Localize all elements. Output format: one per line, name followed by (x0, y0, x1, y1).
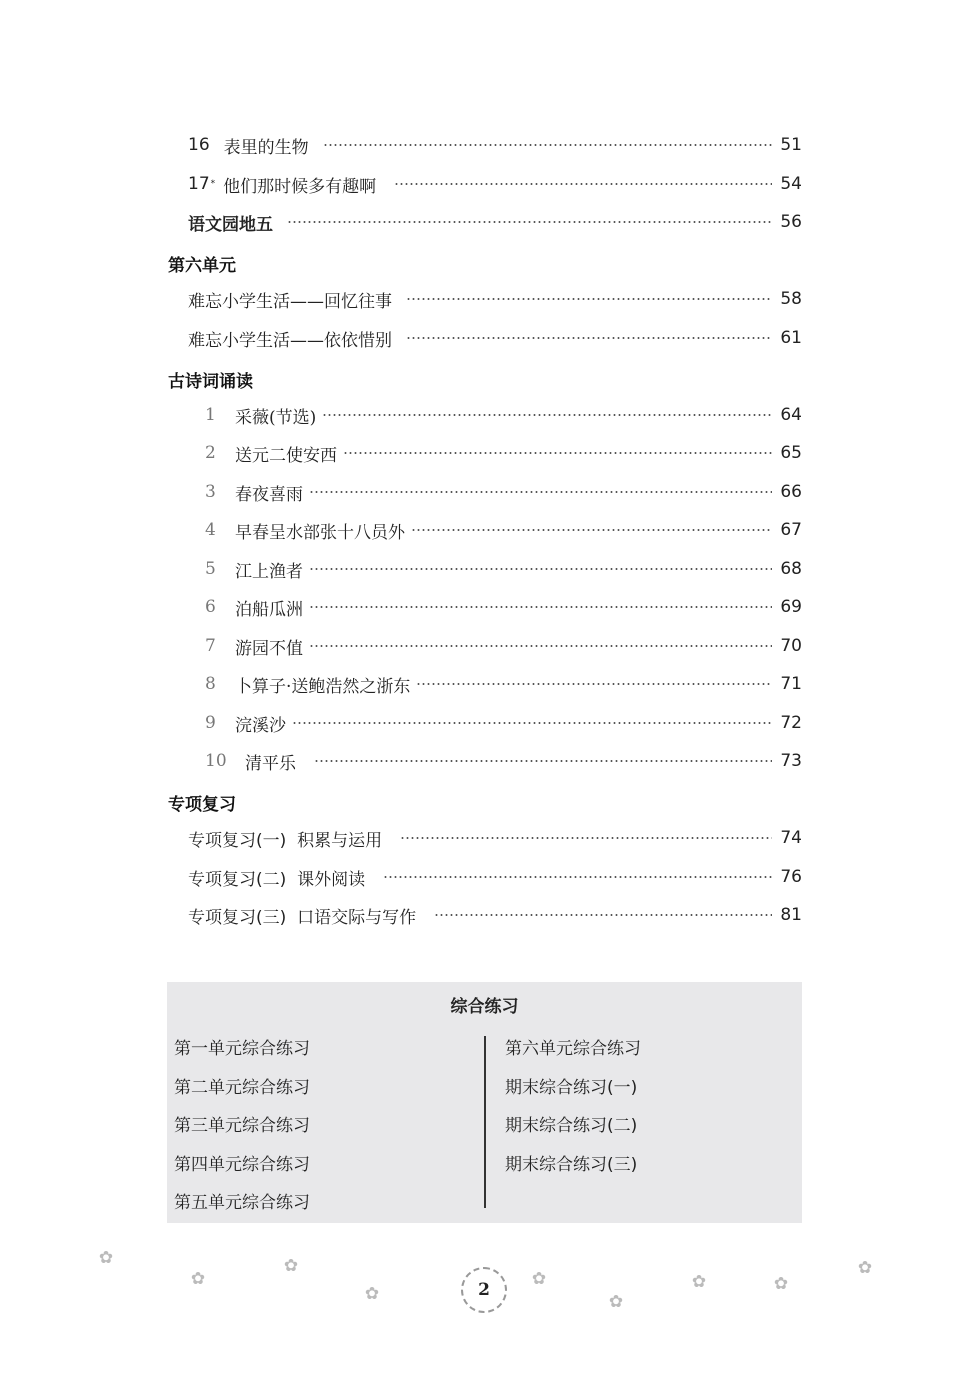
practice-item[interactable]: 第三单元综合练习 (174, 1116, 310, 1136)
page-number: 65 (780, 443, 802, 463)
lesson-number: 17 (188, 174, 210, 194)
poem-number: 2 (205, 443, 216, 463)
toc-entry[interactable] (188, 207, 802, 237)
page-number: 68 (780, 559, 802, 579)
page-number: 69 (780, 597, 802, 617)
poem-number: 10 (205, 751, 227, 771)
poem-number: 7 (205, 636, 216, 656)
flower-icon: ✿ (531, 1269, 547, 1289)
practice-title: 综合练习 (450, 997, 519, 1017)
entry-title: 江上渔者 (235, 561, 303, 582)
practice-item[interactable]: 第二单元综合练习 (174, 1078, 310, 1098)
page-number: 61 (780, 328, 802, 348)
toc-entry[interactable] (188, 862, 802, 892)
page-number: 56 (780, 212, 802, 232)
page-number: 51 (780, 135, 802, 155)
practice-item[interactable]: 第六单元综合练习 (505, 1039, 641, 1059)
entry-title: 游园不值 (235, 638, 303, 659)
page-number: 70 (780, 636, 802, 656)
practice-item[interactable]: 第四单元综合练习 (174, 1155, 310, 1175)
page-number: 73 (780, 751, 802, 771)
column-divider (484, 1036, 486, 1208)
entry-title: 浣溪沙 (235, 715, 286, 736)
dot-leader (394, 183, 772, 185)
section-heading-unit6: 第六单元 (168, 256, 236, 276)
page-number: 54 (780, 174, 802, 194)
dot-leader (406, 298, 772, 300)
flower-icon: ✿ (691, 1272, 707, 1292)
entry-title: 采薇(节选) (235, 407, 317, 428)
flower-icon: ✿ (283, 1256, 299, 1276)
entry-title: 专项复习(一) 积累与运用 (188, 830, 383, 851)
toc-entry[interactable] (205, 400, 802, 430)
dot-leader (309, 606, 772, 608)
toc-entry[interactable] (205, 515, 802, 545)
page-number: 67 (780, 520, 802, 540)
entry-title: 专项复习(二) 课外阅读 (188, 869, 366, 890)
practice-item[interactable]: 期末综合练习(三) (505, 1155, 638, 1175)
toc-entry[interactable] (205, 477, 802, 507)
dot-leader (383, 876, 772, 878)
dot-leader (309, 645, 772, 647)
flower-icon: ✿ (608, 1292, 624, 1312)
entry-title: 专项复习(三) 口语交际与写作 (188, 907, 417, 928)
entry-title: 泊船瓜洲 (235, 599, 303, 620)
poem-number: 4 (205, 520, 216, 540)
practice-item[interactable]: 第一单元综合练习 (174, 1039, 310, 1059)
toc-entry[interactable] (205, 438, 802, 468)
flower-icon: ✿ (98, 1248, 114, 1268)
dot-leader (406, 337, 772, 339)
flower-icon: ✿ (857, 1258, 873, 1278)
toc-entry[interactable] (205, 592, 802, 622)
entry-title: 卜算子·送鲍浩然之浙东 (235, 676, 411, 697)
toc-entry[interactable] (205, 708, 802, 738)
dot-leader (322, 414, 772, 416)
page-number-label: 2 (478, 1280, 490, 1300)
toc-entry[interactable] (205, 669, 802, 699)
entry-title: 早春呈水部张十八员外 (235, 522, 405, 543)
toc-entry[interactable] (205, 746, 802, 776)
dot-leader (434, 914, 772, 916)
toc-entry[interactable] (188, 284, 802, 314)
dot-leader (292, 722, 772, 724)
page-number-badge (461, 1267, 507, 1313)
optional-mark: * (210, 179, 216, 189)
poem-number: 5 (205, 559, 216, 579)
toc-entry[interactable] (205, 631, 802, 661)
toc-entry[interactable] (188, 323, 802, 353)
toc-entry[interactable] (188, 130, 802, 160)
dot-leader (400, 837, 772, 839)
entry-title: 春夜喜雨 (235, 484, 303, 505)
dot-leader (323, 144, 772, 146)
page-number: 81 (780, 905, 802, 925)
entry-title: 难忘小学生活——依依惜别 (188, 330, 392, 351)
page-number: 64 (780, 405, 802, 425)
practice-item[interactable]: 期末综合练习(二) (505, 1116, 638, 1136)
entry-title: 他们那时候多有趣啊 (223, 176, 377, 197)
flower-icon: ✿ (773, 1274, 789, 1294)
section-heading-poems: 古诗词诵读 (168, 372, 253, 392)
toc-entry[interactable] (188, 900, 802, 930)
page-number: 74 (780, 828, 802, 848)
dot-leader (343, 452, 772, 454)
flower-icon: ✿ (364, 1284, 380, 1304)
toc-entry[interactable] (188, 169, 802, 199)
section-heading-review: 专项复习 (168, 795, 236, 815)
page-number: 58 (780, 289, 802, 309)
dot-leader (309, 491, 772, 493)
practice-box (167, 982, 802, 1223)
dot-leader (309, 568, 772, 570)
poem-number: 8 (205, 674, 216, 694)
dot-leader (287, 221, 772, 223)
dot-leader (411, 529, 772, 531)
flower-icon: ✿ (190, 1269, 206, 1289)
entry-title: 语文园地五 (188, 214, 273, 235)
poem-number: 3 (205, 482, 216, 502)
practice-item[interactable]: 期末综合练习(一) (505, 1078, 638, 1098)
lesson-number: 16 (188, 135, 210, 155)
page-number: 76 (780, 867, 802, 887)
entry-title: 送元二使安西 (235, 445, 337, 466)
toc-entry[interactable] (205, 554, 802, 584)
entry-title: 难忘小学生活——回忆往事 (188, 291, 392, 312)
practice-item[interactable]: 第五单元综合练习 (174, 1193, 310, 1213)
entry-title: 表里的生物 (223, 137, 309, 158)
poem-number: 1 (205, 405, 216, 425)
toc-entry[interactable] (188, 823, 802, 853)
entry-title: 清平乐 (245, 753, 296, 774)
page-number: 71 (780, 674, 802, 694)
dot-leader (314, 760, 772, 762)
dot-leader (416, 683, 772, 685)
page-number: 72 (780, 713, 802, 733)
poem-number: 9 (205, 713, 216, 733)
page-number: 66 (780, 482, 802, 502)
poem-number: 6 (205, 597, 216, 617)
